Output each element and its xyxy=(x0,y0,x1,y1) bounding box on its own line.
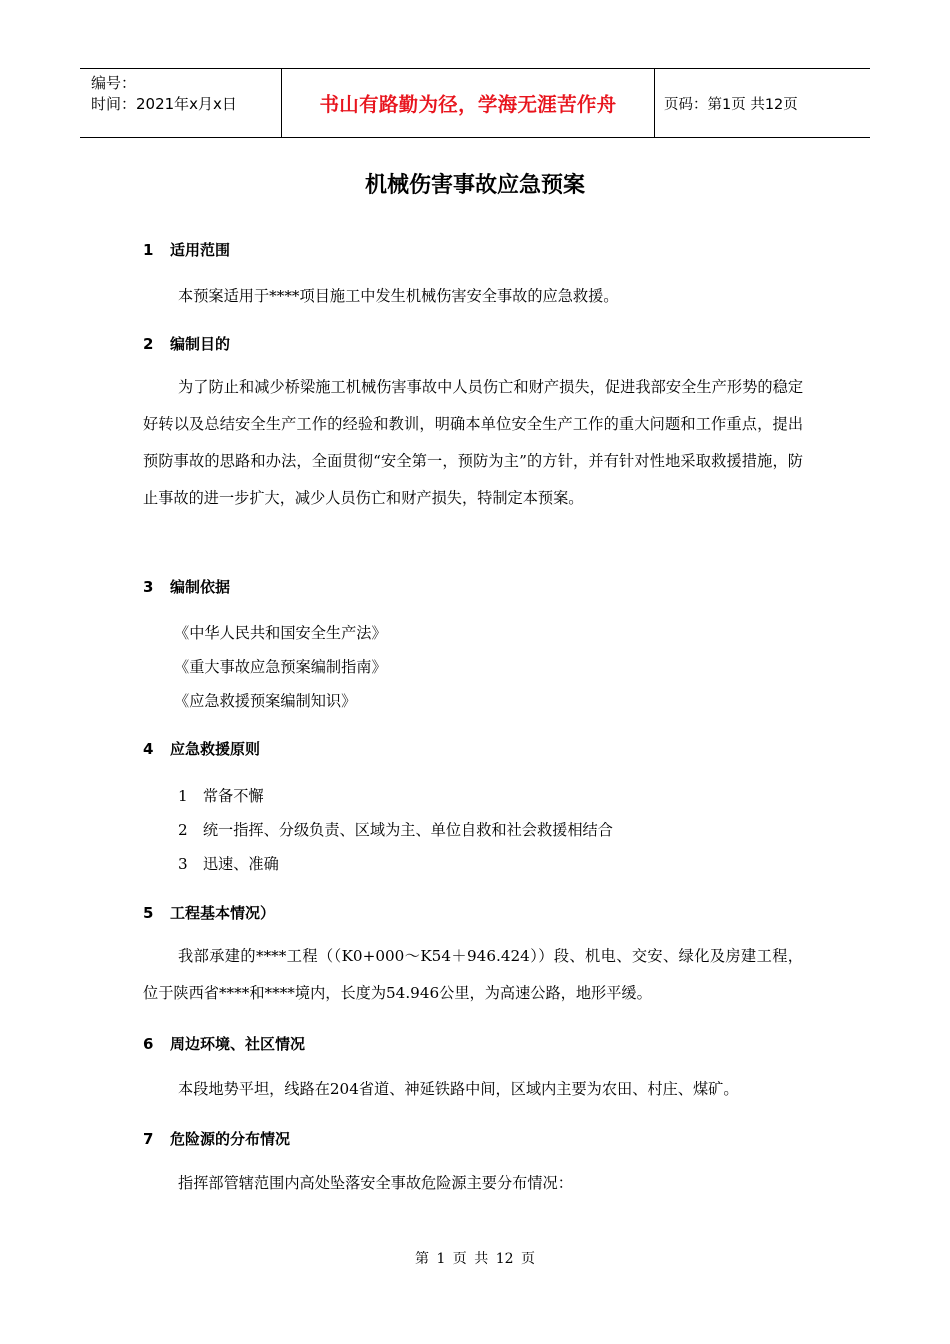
section-title: 编制目的 xyxy=(170,335,231,353)
section-title: 编制依据 xyxy=(170,578,231,596)
section-heading-3 xyxy=(143,576,230,597)
section-title: 危险源的分布情况 xyxy=(170,1130,291,1148)
principle-item: 1 常备不懈 xyxy=(178,787,264,805)
section-number: 2 xyxy=(143,335,154,353)
motto-cell xyxy=(281,69,655,137)
section-2-paragraph: 为了防止和减少桥梁施工机械伤害事故中人员伤亡和财产损失，促进我部安全生产形势的稳定好转以及总结安全生产工作的经验和教训，明确本单位安全生产工作的重大问题和工作重点，提出预防事故的思路和办法，全面贯彻“安全第一，预防为主”的方针，并有针对性地采取救援措施，防止事故的进一步扩大，减少人员伤亡和财产损失，特制定本预案。 xyxy=(143,378,803,507)
time-label: 时间：2021年x月x日 xyxy=(91,95,237,113)
section-heading-7 xyxy=(143,1128,290,1149)
section-number: 3 xyxy=(143,578,154,596)
document-title: 机械伤害事故应急预案 xyxy=(364,173,585,198)
section-heading-1 xyxy=(143,239,230,260)
section-number: 6 xyxy=(143,1035,154,1053)
section-heading-4 xyxy=(143,738,260,759)
section-number: 7 xyxy=(143,1130,154,1148)
header-meta-cell xyxy=(80,69,281,137)
section-heading-5 xyxy=(143,902,275,923)
section-title: 周边环境、社区情况 xyxy=(170,1035,306,1053)
section-number: 4 xyxy=(143,740,154,758)
section-heading-6 xyxy=(143,1033,305,1054)
section-number: 1 xyxy=(143,241,154,259)
section-6-paragraph: 本段地势平坦，线路在204省道、神延铁路中间，区域内主要为农田、村庄、煤矿。 xyxy=(178,1080,739,1098)
section-5-paragraph: 我部承建的****工程（（K0+000～K54＋946.424））段、机电、交安、绿化及房建工程，位于陕西省****和****境内，长度为54.946公里，为高速公路，地形平缓。 xyxy=(143,947,803,1002)
section-title: 适用范围 xyxy=(170,241,231,259)
section-number: 5 xyxy=(143,904,154,922)
principle-item: 3 迅速、准确 xyxy=(178,855,279,873)
section-7-paragraph: 指挥部管辖范围内高处坠落安全事故危险源主要分布情况： xyxy=(178,1174,573,1192)
section-title: 工程基本情况） xyxy=(170,904,276,922)
page-number-cell xyxy=(655,69,870,137)
section-title: 应急救援原则 xyxy=(170,740,261,758)
principle-item: 2 统一指挥、分级负责、区域为主、单位自救和社会救援相结合 xyxy=(178,821,613,839)
motto-text: 书山有路勤为径，学海无涯苦作舟 xyxy=(319,93,617,116)
page-footer: 第 1 页 共 12 页 xyxy=(415,1251,535,1267)
section-1-paragraph: 本预案适用于****项目施工中发生机械伤害安全事故的应急救援。 xyxy=(178,287,619,305)
reference-item: 《中华人民共和国安全生产法》 xyxy=(174,624,387,642)
page-label: 页码：第1页 共12页 xyxy=(664,96,798,113)
code-label: 编号： xyxy=(91,74,137,92)
reference-item: 《应急救援预案编制知识》 xyxy=(174,692,357,710)
header-table xyxy=(80,68,870,138)
section-heading-2 xyxy=(143,333,230,354)
reference-item: 《重大事故应急预案编制指南》 xyxy=(174,658,387,676)
